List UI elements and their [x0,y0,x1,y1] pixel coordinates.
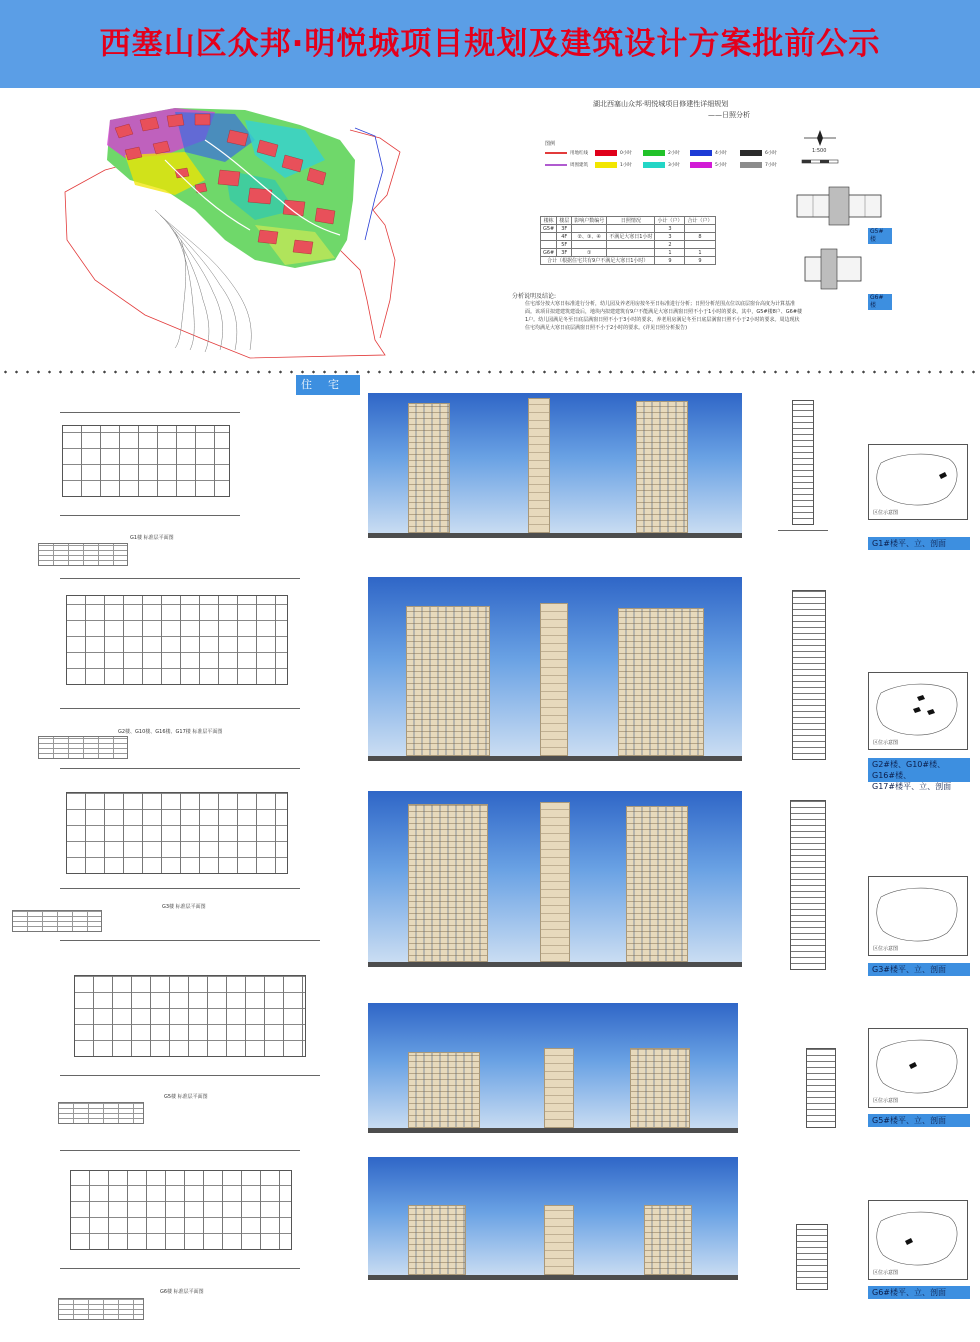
legend-label: 周围建筑 [570,163,588,168]
building-section-g1 [792,400,814,525]
location-map-label: 区位示意图 [873,946,899,952]
tower-front-elevation [408,804,488,962]
table-row [541,241,716,249]
floor-plan-g2 [66,595,288,685]
table-cell: ① [572,249,607,257]
table-cell: 8 [685,233,715,241]
dimension-line [60,708,300,709]
table-header-row [541,217,716,225]
tower-front-elevation [406,606,490,756]
building-caption-g2 [868,758,970,791]
elevation-render-g3 [368,791,742,967]
unit-area-table [38,736,128,759]
site-plan-sunlight-map [55,100,435,362]
location-map-icon [869,445,967,519]
legend-swatch-6h [740,150,762,156]
floor-plan-g1 [62,425,230,497]
legend-swatch-7h [740,162,762,168]
sunlight-title: 湖北西塞山众邦·明悦城项目修建性详细规划 [593,100,729,108]
unit-area-table [38,543,128,566]
tower-rear-elevation [626,806,688,962]
tower-rear-elevation [644,1205,692,1275]
table-cell: G5# [541,225,557,233]
analysis-notes-text: 住宅部分按大寒日标准进行分析，幼儿园及养老用房按冬至日标准进行分析；日照分析范围点位以底层窗台高度为计算基准面。该项目拟建建筑建设后，地块内拟建建筑有9户不能满足大寒日满窗日照不小于1小时的要求。其中，G5#楼8户、G6#楼1户。幼儿园满足冬至日底层满窗日照不小于3小时的要求，养老用房满足冬至日底层满窗日照不小于2小时的要求。周边现状住宅均满足大寒日底层满窗日照不小于2小时的要求。(详见日照分析报告) [525,301,803,331]
legend-label: 4小时 [715,151,727,156]
legend-swatch-2h [643,150,665,156]
unit-area-table [12,910,102,932]
table-cell: 1 [685,249,715,257]
table-cell [541,241,557,249]
location-map-icon [869,1029,967,1107]
plan-label-g5: G5# 楼 [868,228,892,244]
legend-label: 1小时 [620,163,632,168]
legend-swatch-3h [643,162,665,168]
unit-area-table [58,1298,144,1320]
legend-label: 7小时 [765,163,777,168]
floor-plan-g5 [74,975,306,1057]
building-caption-g3: G3#楼平、立、剖面 [868,963,970,976]
elevation-render-g1 [368,393,742,538]
legend-swatch-0h [595,150,617,156]
location-map-label: 区位示意图 [873,510,899,516]
table-row [541,225,716,233]
page-header [0,0,980,88]
elevation-render-g6 [368,1157,738,1280]
table-cell: 9 [685,257,715,265]
location-map-g1 [868,444,968,520]
building-caption-g1: G1#楼平、立、剖面 [868,537,970,550]
plan-title: G6楼 标准层平面图 [160,1289,204,1295]
table-cell: 3F [557,249,572,257]
table-cell: 9 [655,257,685,265]
map-scale: 1:500 [812,148,827,154]
plan-title: G3楼 标准层平面图 [162,904,206,910]
section-divider [0,370,980,374]
table-cell [572,225,607,233]
plan-title: G1楼 标准层平面图 [130,535,174,541]
building-caption-g5: G5#楼平、立、剖面 [868,1114,970,1127]
legend-label: 用地红线 [570,151,588,156]
page-title: 西塞山区众邦·明悦城项目规划及建筑设计方案批前公示 [99,26,881,62]
table-cell: 不满足大寒日1小时 [607,233,655,241]
tower-side-elevation [528,398,550,533]
location-map-label: 区位示意图 [873,1270,899,1276]
tower-rear-elevation [618,608,704,756]
dimension-line [60,578,300,579]
floor-plan-g3 [66,792,288,874]
location-map-g2 [868,672,968,750]
dimension-line [60,768,300,769]
table-cell [541,233,557,241]
building-section-g3 [790,800,826,970]
dimension-line [60,412,240,413]
building-section-g6 [796,1224,828,1290]
legend-label: 6小时 [765,151,777,156]
location-map-g6 [868,1200,968,1280]
building-section-g2 [792,590,826,760]
analysis-notes-title: 分析说明及结论: [512,293,557,300]
table-cell: 合计（根据住宅共有9户不满足大寒日1小时） [541,257,655,265]
unit-area-table [58,1102,144,1124]
legend-swatch-4h [690,150,712,156]
tower-rear-elevation [636,401,688,533]
table-cell: 5F [557,241,572,249]
table-cell: ②、③、④ [572,233,607,241]
dimension-line [60,1150,300,1151]
legend-label: 5小时 [715,163,727,168]
tower-rear-elevation [630,1048,690,1128]
unit-plan-g6 [803,245,863,293]
legend-swatch-5h [690,162,712,168]
table-row [541,257,716,265]
location-map-g3 [868,876,968,956]
location-map-icon [869,1201,967,1279]
tower-front-elevation [408,1052,480,1128]
table-row [541,233,716,241]
plan-title: G2楼、G10楼、G16楼、G17楼 标准层平面图 [118,729,223,735]
table-cell: 4F [557,233,572,241]
table-row [541,249,716,257]
location-map-icon [869,877,967,955]
table-cell [607,249,655,257]
table-cell: 2 [655,241,685,249]
legend-label: 0小时 [620,151,632,156]
legend-label: 2小时 [668,151,680,156]
dimension-line [778,530,828,531]
location-map-icon [869,673,967,749]
north-arrow-icon [800,128,840,148]
location-map-g5 [868,1028,968,1108]
plan-label-g6: G6# 楼 [868,294,892,310]
building-section-g5 [806,1048,836,1128]
table-cell: 3 [655,233,685,241]
table-cell: 1 [655,249,685,257]
table-cell [572,241,607,249]
table-header: 日照情况 [607,217,655,225]
dimension-line [60,888,300,889]
legend-swatch-surrounding [545,164,567,166]
elevation-render-g5 [368,1003,738,1133]
tower-side-elevation [540,802,570,962]
residential-tag: 住宅 [296,375,360,395]
plan-title: G5楼 标准层平面图 [164,1094,208,1100]
location-map-label: 区位示意图 [873,740,899,746]
building-caption-g6: G6#楼平、立、剖面 [868,1286,970,1299]
floor-plan-g6 [70,1170,292,1250]
tower-side-elevation [540,603,568,756]
building-caption-line: G2#楼、G10#楼、G16#楼、 [872,760,946,780]
elevation-render-g2 [368,577,742,761]
table-cell [607,241,655,249]
dimension-line [60,940,320,941]
table-cell: 3 [655,225,685,233]
table-cell [607,225,655,233]
tower-front-elevation [408,1205,466,1275]
table-cell: 3F [557,225,572,233]
dimension-line [60,1268,300,1269]
table-cell: G6# [541,249,557,257]
legend-title: 图例 [545,141,556,147]
dimension-line [60,1075,320,1076]
legend-label: 3小时 [668,163,680,168]
legend-swatch-site-line [545,152,567,154]
table-header: 楼栋 [541,217,557,225]
tower-side-elevation [544,1048,574,1128]
unit-plan-g5 [795,185,883,227]
location-map-label: 区位示意图 [873,1098,899,1104]
table-cell [685,225,715,233]
table-header: 影响户数编号 [572,217,607,225]
tower-front-elevation [408,403,450,533]
sunlight-subtitle: ——日照分析 [708,111,750,119]
tower-side-elevation [544,1205,574,1275]
table-cell [685,241,715,249]
table-header: 楼层 [557,217,572,225]
legend-swatch-1h [595,162,617,168]
table-header: 小计（户） [655,217,685,225]
table-header: 合计（户） [685,217,715,225]
dimension-line [60,515,240,516]
sunlight-impact-table [540,216,716,265]
scale-bar-icon [800,158,840,168]
building-caption-line: G17#楼平、立、剖面 [872,782,952,791]
